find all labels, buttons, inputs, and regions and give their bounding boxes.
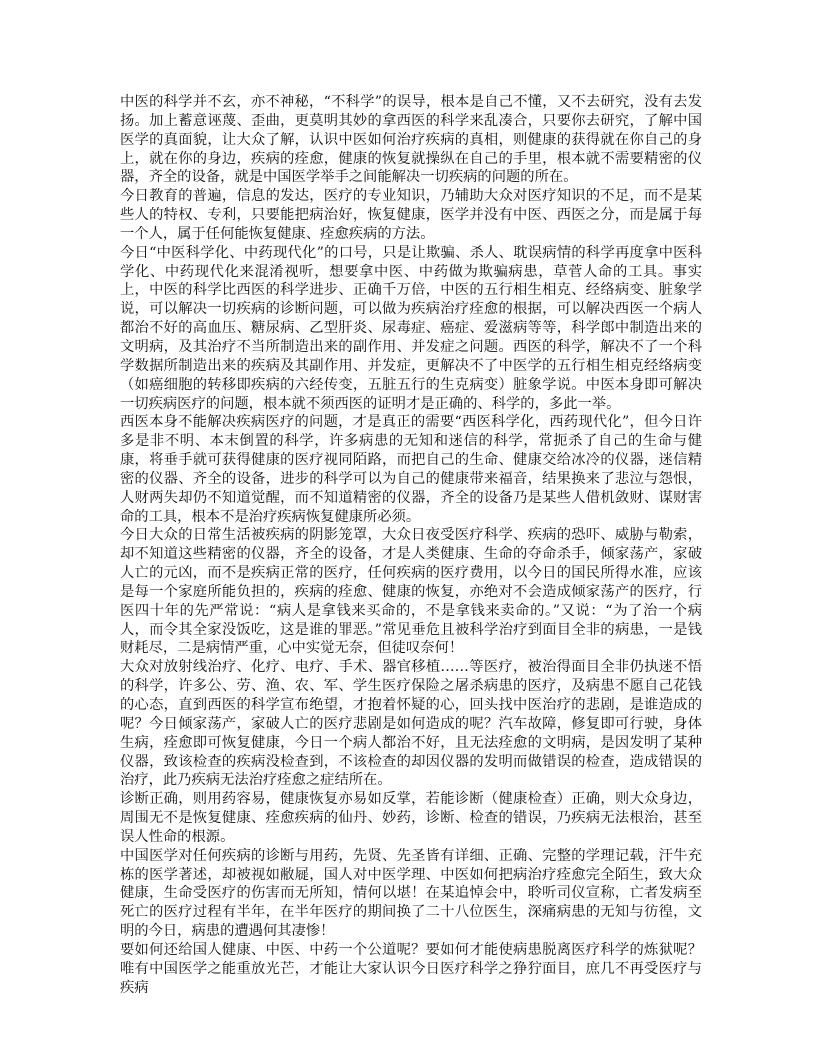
paragraph-7: 诊断正确，则用药容易，健康恢复亦易如反掌，若能诊断（健康检查）正确，则大众身边，周围无不是恢复健康、痊愈疾病的仙丹、妙药，诊断、检查的错误，乃疾病无法根治，甚至误人性命的根源。 <box>120 791 702 845</box>
paragraph-4: 西医本身不能解决疾病医疗的问题，才是真正的需要“西医科学化，西药现代化”，但今日许多是非不明、本末倒置的科学，许多病患的无知和迷信的科学，常扼杀了自己的生命与健康，将垂手就可获得健康的医疗视同陌路，而把自己的生命、健康交给冰冷的仪器，迷信精密的仪器、齐全的设备，进步的科学可以为自己的健康带来福音，结果换来了悲泣与怨恨，人财两失却仍不知道觉醒，而不知道精密的仪器，齐全的设备乃是某些人借机敛财、谋财害命的工具，根本不是治疗疾病恢复健康所必须。 <box>120 414 702 525</box>
paragraph-3: 今日“中医科学化、中药现代化”的口号，只是让欺骗、杀人、耽误病情的科学再度拿中医科学化、中药现代化来混淆视听，想要拿中医、中药做为欺骗病患，草菅人命的工具。事实上，中医的科学比西医的科学进步、正确千万倍，中医的五行相生相克、经络病变、脏象学说，可以解决一切疾病的诊断问题，可以做为疾病治疗痊愈的根据，可以解决西医一个病人都治不好的高血压、糖尿病、乙型肝炎、尿毒症、癌症、爱滋病等等，科学郎中制造出来的文明病，及其治疗不当所制造出来的副作用、并发症之问题。西医的科学，解决不了一个科学数据所制造出来的疾病及其副作用、并发症，更解决不了中医学的五行相生相克经络病变（如癌细胞的转移即疾病的六经传变，五脏五行的生克病变）脏象学说。中医本身即可解决一切疾病医疗的问题，根本就不须西医的证明才是正确的、科学的，多此一举。 <box>120 244 702 412</box>
paragraph-6: 大众对放射线治疗、化疗、电疗、手术、器官移植……等医疗，被治得面目全非仍执迷不悟的科学，许多公、劳、渔、农、军、学生医疗保险之屠杀病患的医疗，及病患不愿自己花钱的心态，直到西医的科学宣布绝望，才抱着怀疑的心，回头找中医治疗的悲剧，是谁造成的呢？今日倾家荡产，家破人亡的医疗悲剧是如何造成的呢？汽车故障，修复即可行驶，身体生病，痊愈即可恢复健康，今日一个病人都治不好，且无法痊愈的文明病，是因发明了某种仪器，致该检查的疾病没检查到，不该检查的却因仪器的发明而做错误的检查，造成错误的治疗，此乃疾病无法治疗痊愈之症结所在。 <box>120 659 702 789</box>
paragraph-5: 今日大众的日常生活被疾病的阴影笼罩，大众日夜受医疗科学、疾病的恐吓、威胁与勒索，却不知道这些精密的仪器，齐全的设备，才是人类健康、生命的夺命杀手，倾家荡产，家破人亡的元凶，而不是疾病正常的医疗，任何疾病的医疗费用，以今日的国民所得水准，应该是每一个家庭所能负担的，疾病的痊愈、健康的恢复，亦绝对不会造成倾家荡产的医疗，行医四十年的先严常说：“病人是拿钱来买命的，不是拿钱来卖命的。”又说：“为了治一个病人，而令其全家没饭吃，这是谁的罪恶。”常见垂危且被科学治疗到面目全非的病患，一是钱财耗尽，二是病情严重，心中实觉无奈，但徒叹奈何！ <box>120 527 702 657</box>
paragraph-1: 中医的科学并不玄，亦不神秘，“不科学”的误导，根本是自己不懂，又不去研究，没有去发扬。加上蓄意诬蔑、歪曲，更莫明其妙的拿西医的科学来乱凑合，只要你去研究，了解中国医学的真面貌，让大众了解，认识中医如何治疗疾病的真相，则健康的获得就在你自己的身上，就在你的身边，疾病的痊愈，健康的恢复就操纵在自己的手里，根本就不需要精密的仪器，齐全的设备，就是中国医学举手之间能解决一切疾病的问题的所在。 <box>120 94 702 186</box>
paragraph-8: 中国医学对任何疾病的诊断与用药，先贤、先圣皆有详细、正确、完整的学理记载，汗牛充栋的医学著述，却被视如敝屣，国人对中医学理、中医如何把病治疗痊愈完全陌生，致大众健康，生命受医疗的伤害而无所知，情何以堪！在某追悼会中，聆听司仪宣称，亡者发病至死亡的医疗过程有半年，在半年医疗的期间换了二十八位医生，深痛病患的无知与彷徨，文明的今日，病患的遭遇何其凄惨！ <box>120 847 702 940</box>
paragraph-2: 今日教育的普遍，信息的发达，医疗的专业知识，乃辅助大众对医疗知识的不足，而不是某些人的特权、专利，只要能把病治好，恢复健康，医学并没有中医、西医之分，而是属于每一个人，属于任何能恢复健康、痊愈疾病的方法。 <box>120 188 702 242</box>
document-page <box>120 93 702 998</box>
paragraph-9: 要如何还给国人健康、中医、中药一个公道呢？要如何才能使病患脱离医疗科学的炼狱呢？唯有中国医学之能重放光芒，才能让大家认识今日医疗科学之狰狞面目，庶几不再受医疗与疾病 <box>120 941 702 996</box>
